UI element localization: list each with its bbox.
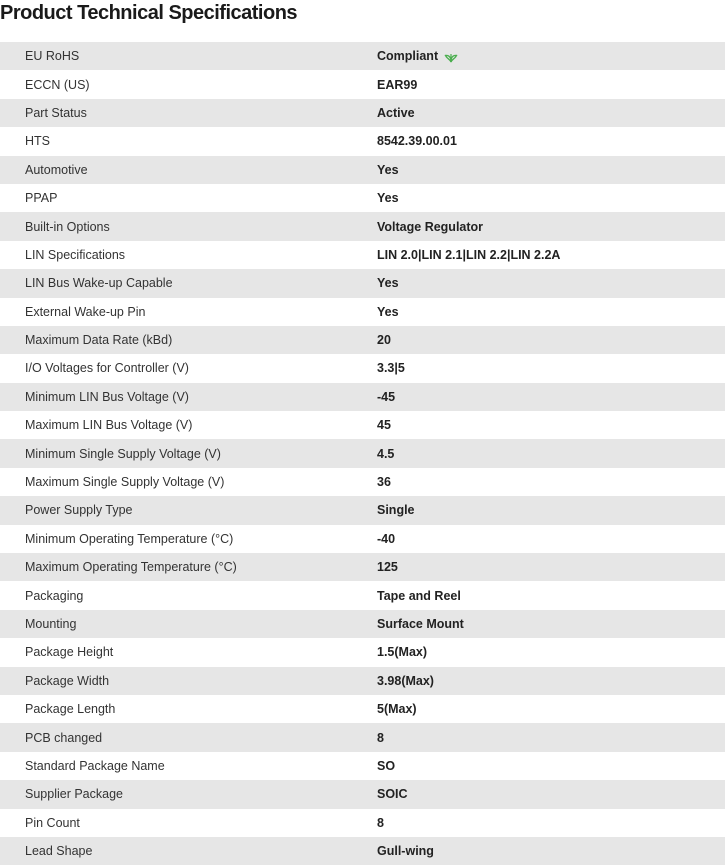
spec-label: Power Supply Type xyxy=(25,503,133,518)
spec-value-cell xyxy=(377,468,725,496)
spec-label: Minimum Operating Temperature (°C) xyxy=(25,531,234,546)
spec-value-cell xyxy=(377,212,725,240)
spec-value: Surface Mount xyxy=(377,617,464,631)
spec-label: LIN Specifications xyxy=(25,247,126,262)
spec-row xyxy=(0,156,725,184)
spec-row xyxy=(0,42,725,70)
spec-value: 1.5(Max) xyxy=(377,645,428,660)
spec-label: Maximum Single Supply Voltage (V) xyxy=(25,475,225,490)
leaf-icon xyxy=(444,51,458,63)
spec-value-cell xyxy=(377,780,725,808)
spec-label: External Wake-up Pin xyxy=(25,304,146,319)
spec-row xyxy=(0,269,725,297)
spec-label: Package Length xyxy=(25,702,116,717)
spec-value-cell xyxy=(377,638,725,666)
spec-row xyxy=(0,411,725,439)
spec-table-body xyxy=(0,42,725,865)
spec-value: 8 xyxy=(377,730,384,745)
spec-value: 3.98(Max) xyxy=(377,673,434,688)
spec-value-cell xyxy=(377,269,725,297)
spec-row xyxy=(0,212,725,240)
spec-row xyxy=(0,667,725,695)
spec-value: Active xyxy=(377,105,415,120)
spec-label: Built-in Options xyxy=(25,219,110,234)
spec-value-cell xyxy=(377,496,725,524)
spec-value: 20 xyxy=(377,333,391,348)
spec-value: Single xyxy=(377,503,415,518)
spec-value: EAR99 xyxy=(377,77,418,92)
spec-value-cell xyxy=(377,241,725,269)
spec-label: PPAP xyxy=(25,191,58,206)
spec-value: 8 xyxy=(377,815,384,830)
spec-label: EU RoHS xyxy=(25,49,80,64)
spec-value-cell xyxy=(377,184,725,212)
spec-value-cell xyxy=(377,525,725,553)
spec-value: LIN 2.0|LIN 2.1|LIN 2.2|LIN 2.2A xyxy=(377,247,561,262)
spec-row xyxy=(0,525,725,553)
spec-value: 8542.39.00.01 xyxy=(377,134,457,149)
spec-row xyxy=(0,439,725,467)
spec-value: 3.3|5 xyxy=(377,361,405,376)
spec-value: Yes xyxy=(377,191,399,206)
spec-row xyxy=(0,184,725,212)
spec-value-cell xyxy=(377,439,725,467)
spec-label: Minimum LIN Bus Voltage (V) xyxy=(25,389,189,404)
spec-label: Maximum Operating Temperature (°C) xyxy=(25,560,237,575)
spec-value: Tape and Reel xyxy=(377,588,461,603)
spec-row xyxy=(0,695,725,723)
spec-row xyxy=(0,837,725,865)
spec-row xyxy=(0,638,725,666)
spec-value-cell xyxy=(377,667,725,695)
spec-row xyxy=(0,70,725,98)
spec-value-cell xyxy=(377,326,725,354)
spec-value: 45 xyxy=(377,418,391,433)
spec-label: I/O Voltages for Controller (V) xyxy=(25,361,189,376)
spec-row xyxy=(0,610,725,638)
spec-value: 4.5 xyxy=(377,446,395,461)
spec-label: Automotive xyxy=(25,162,88,177)
spec-value-cell xyxy=(377,127,725,155)
spec-value: -45 xyxy=(377,389,396,404)
spec-label: Maximum LIN Bus Voltage (V) xyxy=(25,418,193,433)
spec-value-cell xyxy=(377,695,725,723)
spec-value: 5(Max) xyxy=(377,702,417,717)
spec-label: Part Status xyxy=(25,105,87,120)
spec-value: SO xyxy=(377,758,396,773)
spec-row xyxy=(0,354,725,382)
spec-value-cell xyxy=(377,99,725,127)
spec-label: Package Height xyxy=(25,645,114,660)
spec-value: Compliant xyxy=(377,49,439,64)
spec-value-cell xyxy=(377,70,725,98)
spec-value-cell xyxy=(377,553,725,581)
spec-value: 36 xyxy=(377,475,391,490)
spec-row xyxy=(0,752,725,780)
spec-row xyxy=(0,809,725,837)
spec-value-cell xyxy=(377,837,725,865)
page-title: Product Technical Specifications xyxy=(0,2,298,24)
spec-table xyxy=(0,42,725,865)
spec-label: Standard Package Name xyxy=(25,758,165,773)
spec-value-cell xyxy=(377,298,725,326)
spec-row xyxy=(0,581,725,609)
spec-label: Pin Count xyxy=(25,815,80,830)
spec-row xyxy=(0,780,725,808)
spec-value: Gull-wing xyxy=(377,844,434,859)
spec-value: Yes xyxy=(377,162,399,177)
spec-value-cell xyxy=(377,610,725,638)
spec-row xyxy=(0,723,725,751)
spec-label: Packaging xyxy=(25,588,84,603)
spec-value: Yes xyxy=(377,304,399,319)
spec-row xyxy=(0,496,725,524)
spec-label: Mounting xyxy=(25,617,77,631)
spec-label: ECCN (US) xyxy=(25,77,90,92)
spec-value: Voltage Regulator xyxy=(377,219,484,234)
spec-label: Minimum Single Supply Voltage (V) xyxy=(25,446,221,461)
spec-value-cell xyxy=(377,809,725,837)
spec-value-cell xyxy=(377,156,725,184)
spec-label: PCB changed xyxy=(25,730,103,745)
spec-row xyxy=(0,99,725,127)
spec-value-cell xyxy=(377,42,725,70)
spec-label: Maximum Data Rate (kBd) xyxy=(25,333,173,348)
spec-value-cell xyxy=(377,723,725,751)
spec-row xyxy=(0,241,725,269)
spec-row xyxy=(0,383,725,411)
spec-value-cell xyxy=(377,354,725,382)
spec-value-cell xyxy=(377,752,725,780)
spec-label: Supplier Package xyxy=(25,787,123,802)
spec-row xyxy=(0,326,725,354)
spec-label: LIN Bus Wake-up Capable xyxy=(25,276,173,291)
spec-value-cell xyxy=(377,581,725,609)
spec-value: 125 xyxy=(377,560,398,575)
spec-value: Yes xyxy=(377,276,399,291)
spec-row xyxy=(0,468,725,496)
spec-row xyxy=(0,298,725,326)
spec-value: SOIC xyxy=(377,787,408,802)
spec-row xyxy=(0,127,725,155)
spec-label: HTS xyxy=(25,134,50,149)
spec-value-cell xyxy=(377,383,725,411)
spec-row xyxy=(0,553,725,581)
spec-value-cell xyxy=(377,411,725,439)
spec-label: Lead Shape xyxy=(25,844,93,859)
spec-value: -40 xyxy=(377,531,396,546)
spec-label: Package Width xyxy=(25,673,110,688)
